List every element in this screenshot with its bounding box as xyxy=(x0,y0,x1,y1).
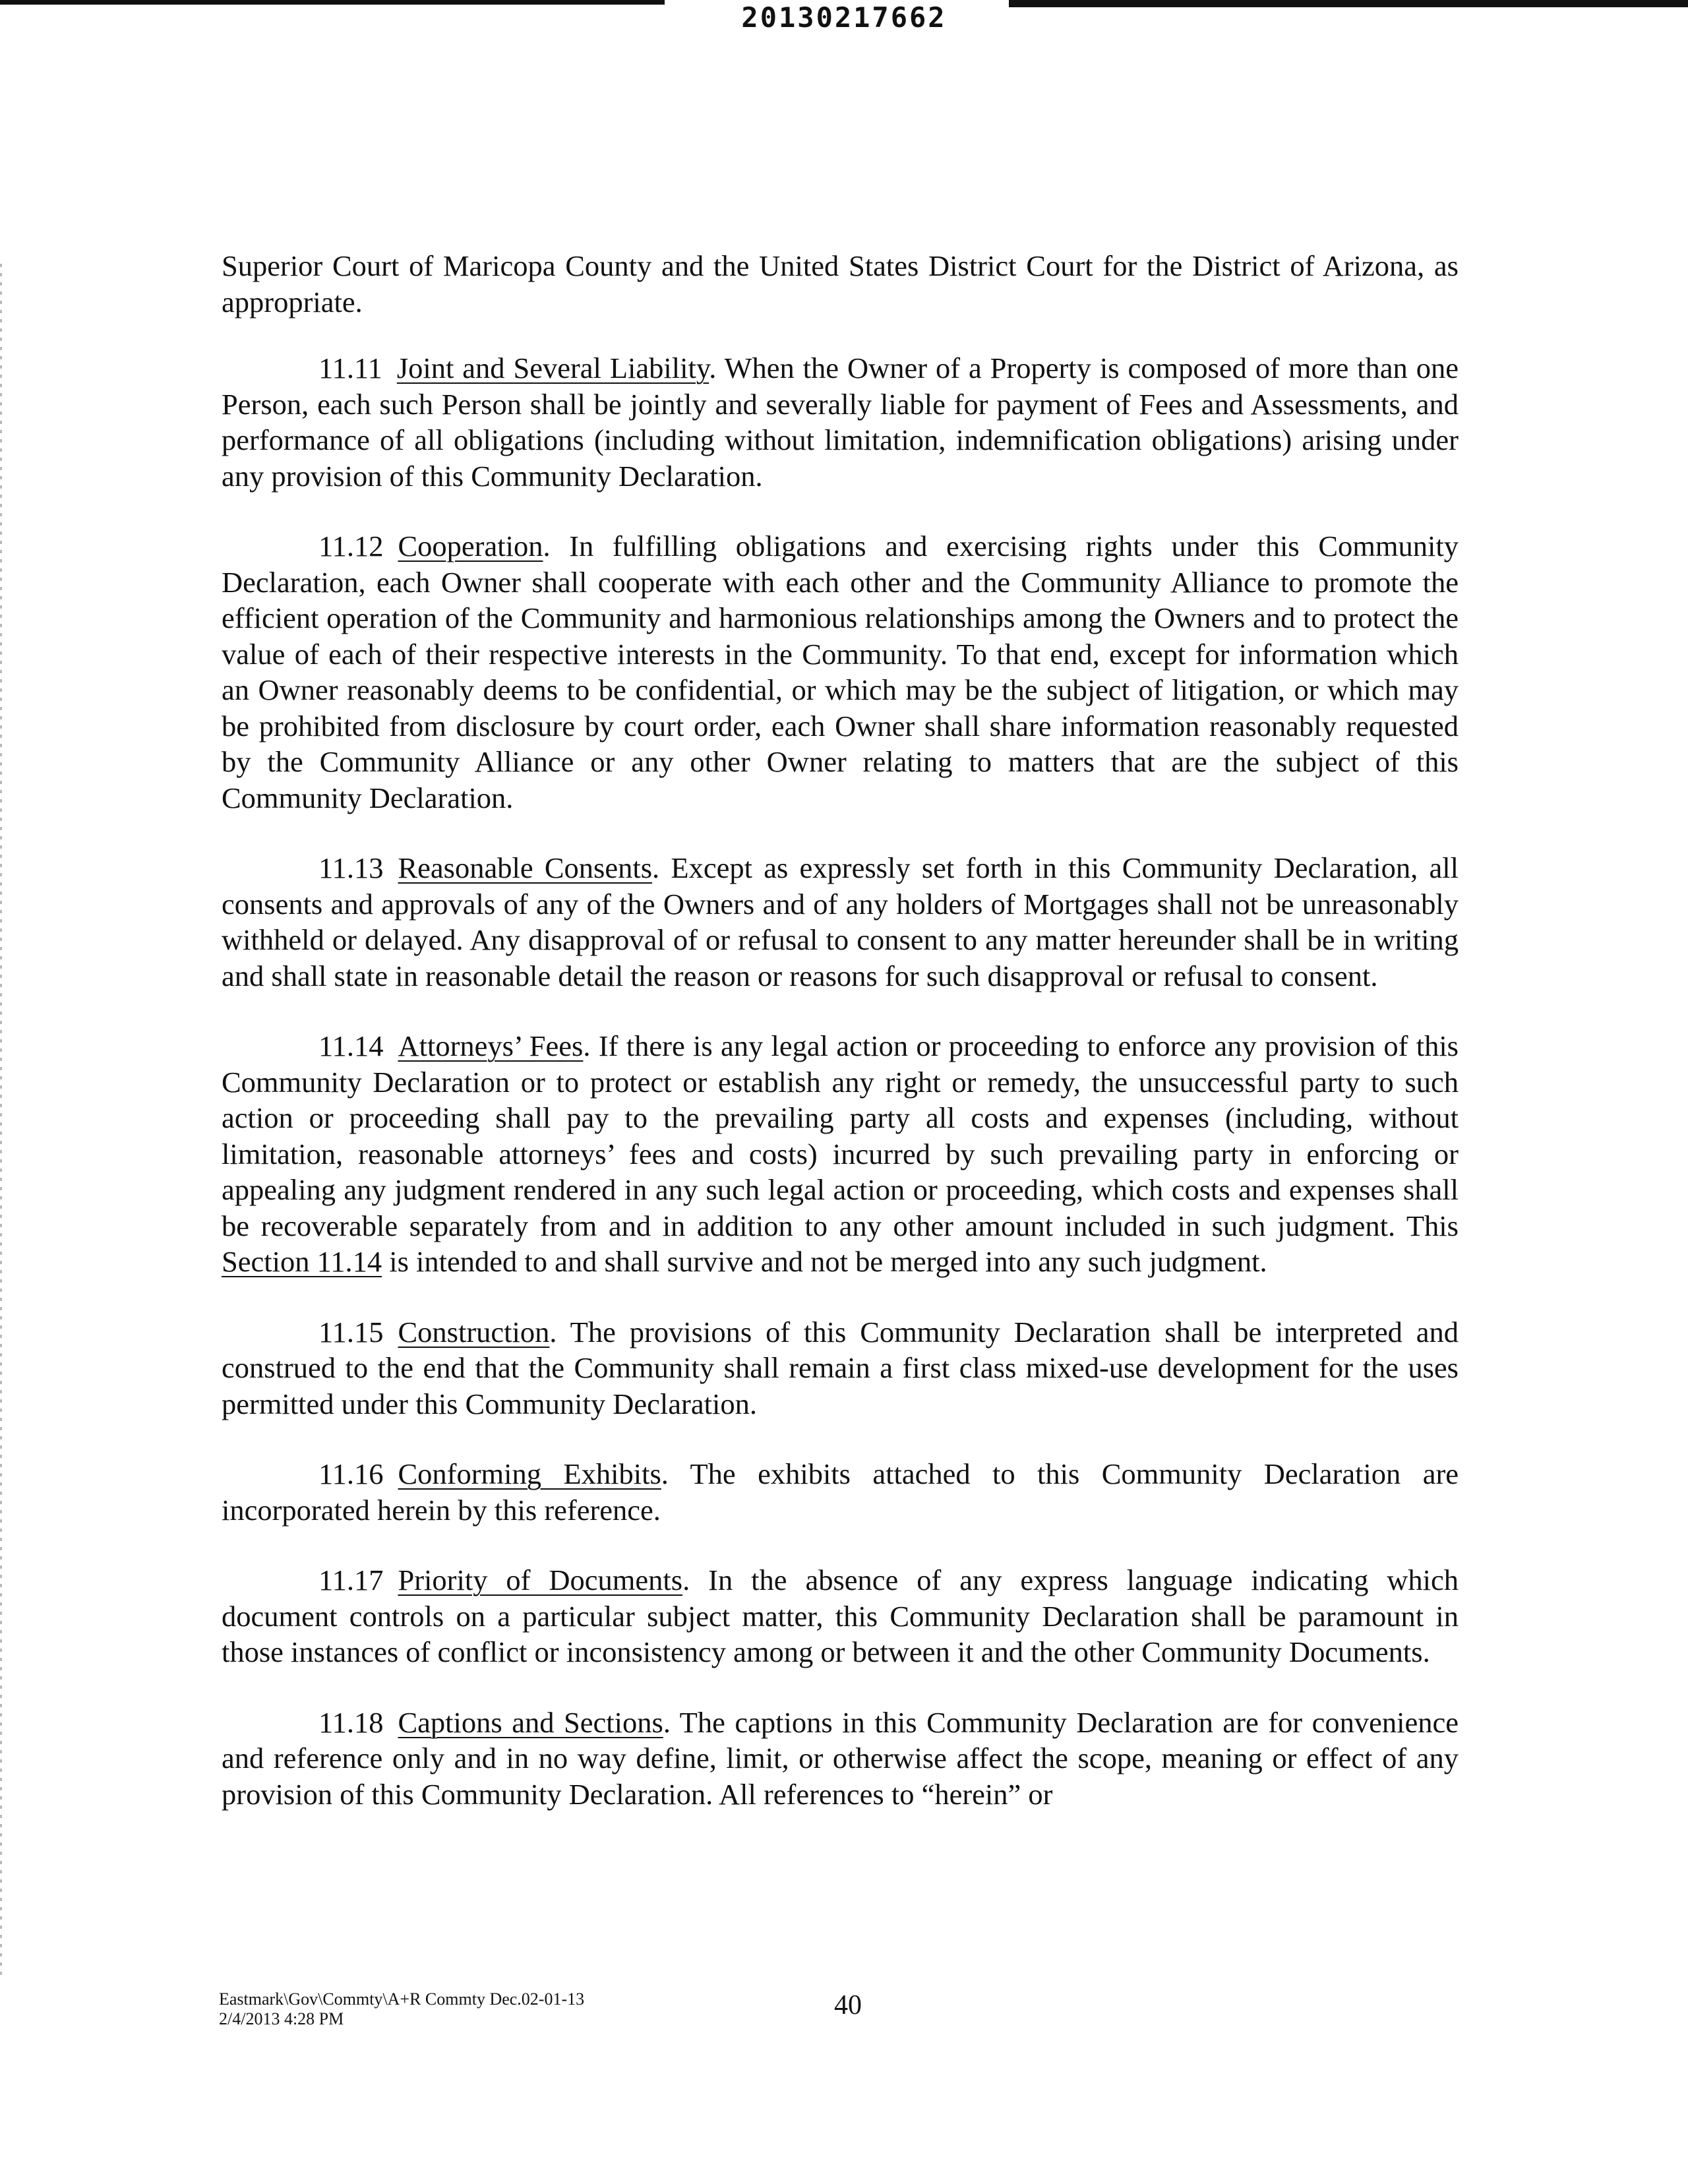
section-number: 11.12 xyxy=(318,530,384,562)
heading-period: . xyxy=(663,1705,671,1739)
section-body-end: is intended to and shall survive and not be merged into any such judgment. xyxy=(382,1245,1267,1278)
section-number: 11.16 xyxy=(318,1457,384,1490)
section-11-13 xyxy=(222,850,1459,994)
footer-file-path: Eastmark\Gov\Commty\A+R Commty Dec.02-01-13 xyxy=(219,1989,585,2009)
section-11-18 xyxy=(222,1705,1459,1813)
section-number: 11.15 xyxy=(318,1315,384,1349)
heading-period: . xyxy=(682,1563,690,1596)
section-body: The exhibits attached to this Community Declaration are incorporated herein by this reference. xyxy=(222,1457,1459,1527)
section-body: The captions in this Community Declaration are for convenience and reference only and in no way define, limit, or otherwise affect the scope, meaning or effect of any provision of this Community Declaration. All references to “herein” or xyxy=(222,1705,1459,1811)
section-11-16 xyxy=(222,1456,1459,1528)
section-11-12 xyxy=(222,528,1459,816)
heading-period: . xyxy=(709,351,717,384)
recording-number: 20130217662 xyxy=(741,1,947,34)
section-number: 11.18 xyxy=(318,1705,384,1739)
section-body: The provisions of this Community Declaration shall be interpreted and construed to the end that the Community shall remain a first class mixed-use development for the uses permitted under this Community Declaration. xyxy=(222,1315,1459,1420)
section-heading: Joint and Several Liability xyxy=(396,351,709,384)
heading-period: . xyxy=(583,1029,591,1062)
section-heading: Attorneys’ Fees xyxy=(398,1029,584,1062)
section-body: Except as expressly set forth in this Community Declaration, all consents and approvals of any of the Owners and of any holders of Mortgages shall not be unreasonably withheld or delayed. Any disapproval of or refusal to consent to any matter hereunder shall be in writing and shall state in reasonable detail the reason or reasons for such disapproval or refusal to consent. xyxy=(222,851,1459,992)
section-reference: Section 11.14 xyxy=(222,1245,382,1278)
heading-period: . xyxy=(652,851,660,884)
heading-period: . xyxy=(661,1457,669,1490)
section-number: 11.11 xyxy=(318,351,382,384)
scan-edge-artifact xyxy=(0,264,2,1978)
heading-period: . xyxy=(549,1315,557,1349)
section-heading: Conforming Exhibits xyxy=(398,1457,661,1490)
section-11-11 xyxy=(222,350,1459,494)
page-number: 40 xyxy=(834,1990,862,2020)
section-number: 11.17 xyxy=(318,1563,384,1596)
section-heading: Construction xyxy=(398,1315,550,1349)
section-heading: Reasonable Consents xyxy=(398,851,653,884)
section-heading: Priority of Documents xyxy=(398,1563,683,1596)
section-body: In the absence of any express language indicating which document controls on a particular subject matter, this Community Declaration shall be paramount in those instances of conflict or inconsistency among or between it and the other Community Documents. xyxy=(222,1563,1459,1668)
section-number: 11.14 xyxy=(318,1029,384,1062)
section-body: In fulfilling obligations and exercising rights under this Community Declaration, each Owner shall cooperate with each other and the Community Alliance to promote the efficient operation of the Community and harmonious relationships among the Owners and to protect the value of each of their respective interests in the Community. To that end, except for information which an Owner reasonably deems to be confidential, or which may be the subject of litigation, or which may be prohibited from disclosure by court order, each Owner shall share information reasonably requested by the Community Alliance or any other Owner relating to matters that are the subject of this Community Declaration. xyxy=(222,530,1459,814)
footer-timestamp: 2/4/2013 4:28 PM xyxy=(219,2009,344,2028)
section-11-15 xyxy=(222,1314,1459,1422)
section-body: When the Owner of a Property is composed of more than one Person, each such Person shall be jointly and severally liable for payment of Fees and Assessments, and performance of all obligations (including without limitation, indemnification obligations) arising under any provision of this Community Declaration. xyxy=(222,351,1459,493)
continuation-paragraph: Superior Court of Maricopa County and the United States District Court for the District of Arizona, as appropriate. xyxy=(222,249,1459,318)
section-heading: Cooperation xyxy=(398,530,543,562)
section-11-14 xyxy=(222,1028,1459,1280)
section-heading: Captions and Sections xyxy=(398,1705,663,1739)
section-number: 11.13 xyxy=(318,851,384,884)
heading-period: . xyxy=(543,530,551,562)
document-body xyxy=(222,248,1459,1846)
section-body: If there is any legal action or proceeding to enforce any provision of this Community Declaration or to protect or establish any right or remedy, the unsuccessful party to such action or proceeding shall pay to the prevailing party all costs and expenses (including, without limitation, reasonable attorneys’ fees and costs) incurred by such prevailing party in enforcing or appealing any judgment rendered in any such legal action or proceeding, which costs and expenses shall be recoverable separately from and in addition to any other amount included in such judgment. This xyxy=(222,1029,1459,1242)
section-11-17 xyxy=(222,1562,1459,1670)
document-footer xyxy=(219,1989,584,2029)
